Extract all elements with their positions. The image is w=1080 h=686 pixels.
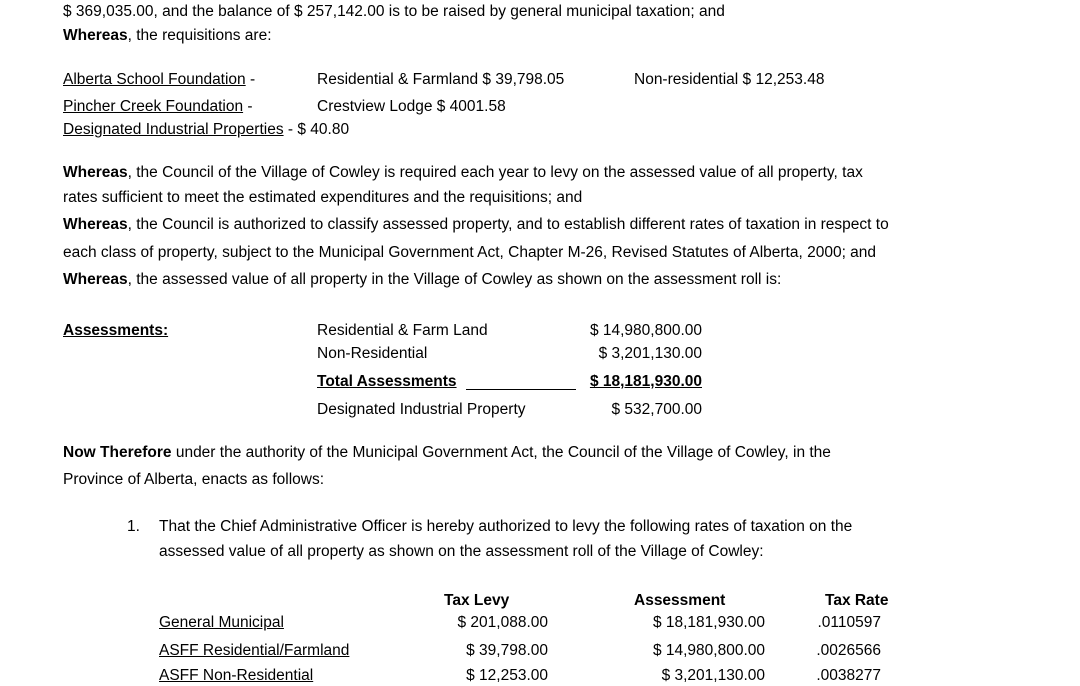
whereas-3 bbox=[63, 270, 781, 290]
enact-cont: Province of Alberta, enacts as follows: bbox=[63, 471, 325, 488]
levy-row-name: ASFF Non-Residential bbox=[159, 667, 314, 684]
item-1-line-1: That the Chief Administrative Officer is hereby authorized to levy the following rates of taxation on the bbox=[159, 518, 853, 535]
pcf-lodge: Crestview Lodge $ 4001.58 bbox=[317, 98, 506, 115]
assessment-value: $ 14,980,800.00 bbox=[589, 322, 702, 339]
dip-name: Designated Industrial Properties bbox=[63, 121, 284, 138]
pcf-name bbox=[63, 97, 253, 117]
assessment-label: Residential & Farm Land bbox=[317, 322, 488, 339]
assessment-value: $ 532,700.00 bbox=[611, 401, 702, 418]
whereas-1-cont: rates sufficient to meet the estimated expenditures and the requisitions; and bbox=[63, 189, 583, 206]
asf-name bbox=[63, 70, 255, 90]
intro-line-1: $ 369,035.00, and the balance of $ 257,142.00 is to be raised by general municipal taxation; and bbox=[63, 3, 725, 20]
intro-line-2-text: , the requisitions are: bbox=[127, 27, 272, 44]
whereas-1-label: Whereas bbox=[63, 164, 128, 181]
whereas-1 bbox=[63, 163, 863, 183]
levy-row-assessment: $ 3,201,130.00 bbox=[661, 667, 765, 684]
col-header-tax-levy: Tax Levy bbox=[444, 592, 510, 609]
levy-row-name: ASFF Residential/Farmland bbox=[159, 642, 350, 659]
intro-line-2 bbox=[63, 26, 272, 46]
levy-row-assessment: $ 14,980,800.00 bbox=[652, 642, 765, 659]
dip-value: - $ 40.80 bbox=[283, 121, 350, 138]
assessments-heading: Assessments: bbox=[63, 322, 169, 339]
levy-row-levy: $ 12,253.00 bbox=[466, 667, 548, 684]
asf-name-text: Alberta School Foundation bbox=[63, 71, 246, 88]
asf-nonresidential: Non-residential $ 12,253.48 bbox=[634, 71, 825, 88]
item-number: 1. bbox=[127, 518, 140, 535]
whereas-3-text: , the assessed value of all property in the Village of Cowley as shown on the assessment roll is: bbox=[127, 271, 782, 288]
whereas-2-label: Whereas bbox=[63, 216, 128, 233]
whereas-label: Whereas bbox=[63, 27, 128, 44]
whereas-2-text: , the Council is authorized to classify assessed property, and to establish different rates of taxation in respect to bbox=[127, 216, 889, 233]
now-therefore-label: Now Therefore bbox=[63, 444, 172, 461]
levy-row-rate: .0110597 bbox=[817, 614, 881, 631]
asf-residential: Residential & Farmland $ 39,798.05 bbox=[317, 71, 565, 88]
levy-row-assessment: $ 18,181,930.00 bbox=[652, 614, 765, 631]
whereas-1-text: , the Council of the Village of Cowley is required each year to levy on the assessed value of all property, tax bbox=[127, 164, 863, 181]
col-header-assessment: Assessment bbox=[634, 592, 726, 609]
pcf-dash: - bbox=[243, 98, 253, 115]
enact-line bbox=[63, 443, 831, 463]
asf-dash: - bbox=[245, 71, 256, 88]
col-header-tax-rate: Tax Rate bbox=[825, 592, 889, 609]
assessment-label: Designated Industrial Property bbox=[317, 401, 526, 418]
enact-text: under the authority of the Municipal Government Act, the Council of the Village of Cowley, in the bbox=[171, 444, 831, 461]
assessment-label: Non-Residential bbox=[317, 345, 428, 362]
dip-line bbox=[63, 120, 349, 140]
levy-row-rate: .0038277 bbox=[816, 667, 881, 684]
levy-row-levy: $ 39,798.00 bbox=[466, 642, 548, 659]
total-assessments-label: Total Assessments bbox=[317, 373, 457, 390]
levy-row-rate: .0026566 bbox=[816, 642, 881, 659]
total-assessments-value: $ 18,181,930.00 bbox=[589, 373, 702, 390]
whereas-2 bbox=[63, 215, 889, 235]
whereas-2-cont: each class of property, subject to the Municipal Government Act, Chapter M-26, Revised Statutes of Alberta, 2000; and bbox=[63, 244, 877, 261]
levy-row-name: General Municipal bbox=[159, 614, 284, 631]
whereas-3-label: Whereas bbox=[63, 271, 128, 288]
assessment-value: $ 3,201,130.00 bbox=[598, 345, 702, 362]
pcf-name-text: Pincher Creek Foundation bbox=[63, 98, 244, 115]
levy-row-levy: $ 201,088.00 bbox=[457, 614, 548, 631]
item-1-line-2: assessed value of all property as shown on the assessment roll of the Village of Cowley: bbox=[159, 543, 764, 560]
